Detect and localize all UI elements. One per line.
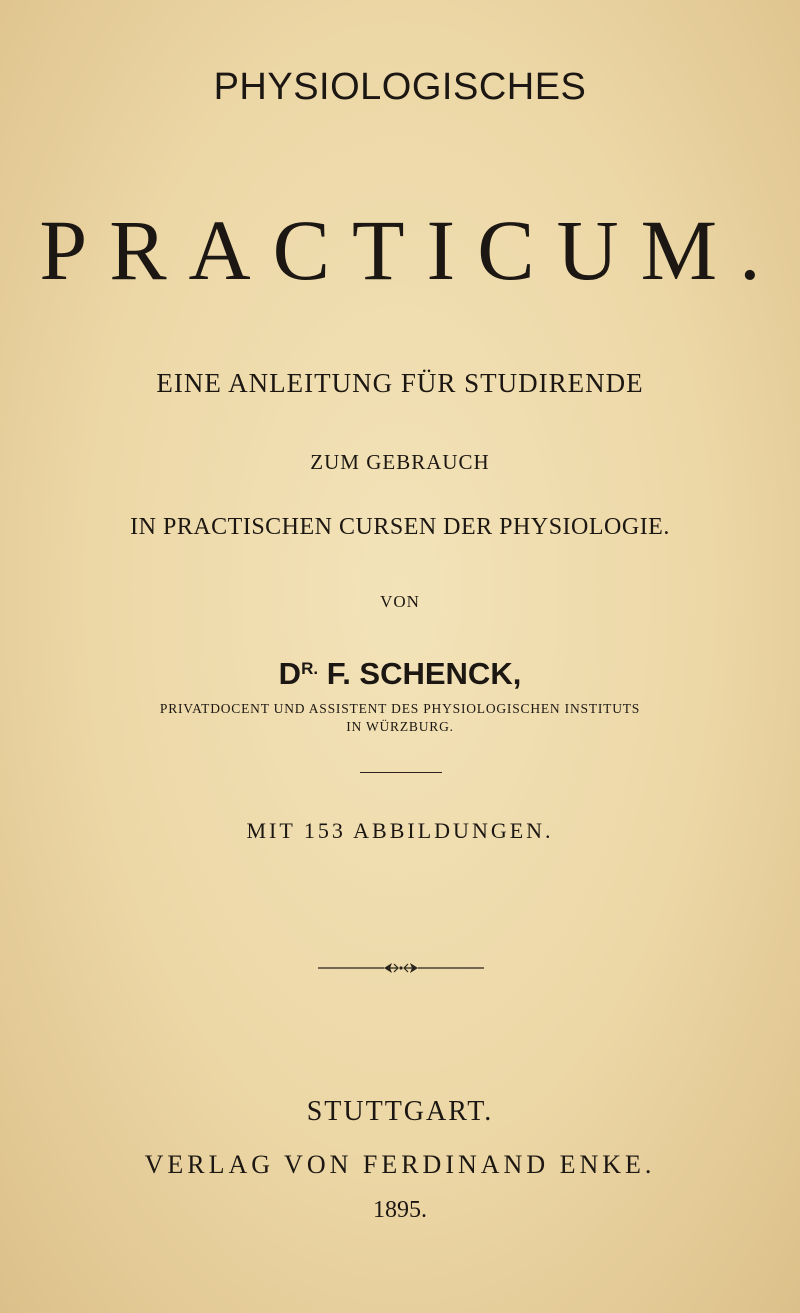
author-prefix: D (278, 656, 302, 691)
publisher: VERLAG VON FERDINAND ENKE. (144, 1150, 656, 1179)
subtitle-3: IN PRACTISCHEN CURSEN DER PHYSIOLOGIE. (130, 514, 670, 540)
title-line-1: PHYSIOLOGISCHES (213, 66, 587, 108)
affiliation-1: PRIVATDOCENT UND ASSISTENT DES PHYSIOLOGISCHEN INSTITUTS (159, 701, 641, 716)
illustrations-note: MIT 153 ABBILDUNGEN. (246, 818, 554, 843)
subtitle-1: EINE ANLEITUNG FÜR STUDIRENDE (156, 368, 644, 398)
publisher-city: STUTTGART. (306, 1096, 494, 1127)
author-prefix-sup: R. (301, 659, 319, 678)
ornament-divider-icon (318, 958, 484, 978)
main-title: PRACTICUM. (39, 202, 783, 298)
author-name: F. SCHENCK, (326, 656, 522, 691)
publication-year: 1895. (373, 1197, 427, 1223)
affiliation-2: IN WÜRZBURG. (346, 719, 454, 734)
author (0, 656, 800, 692)
divider-rule (360, 772, 442, 773)
by-label: VON (380, 592, 420, 611)
subtitle-2: ZUM GEBRAUCH (310, 450, 490, 474)
